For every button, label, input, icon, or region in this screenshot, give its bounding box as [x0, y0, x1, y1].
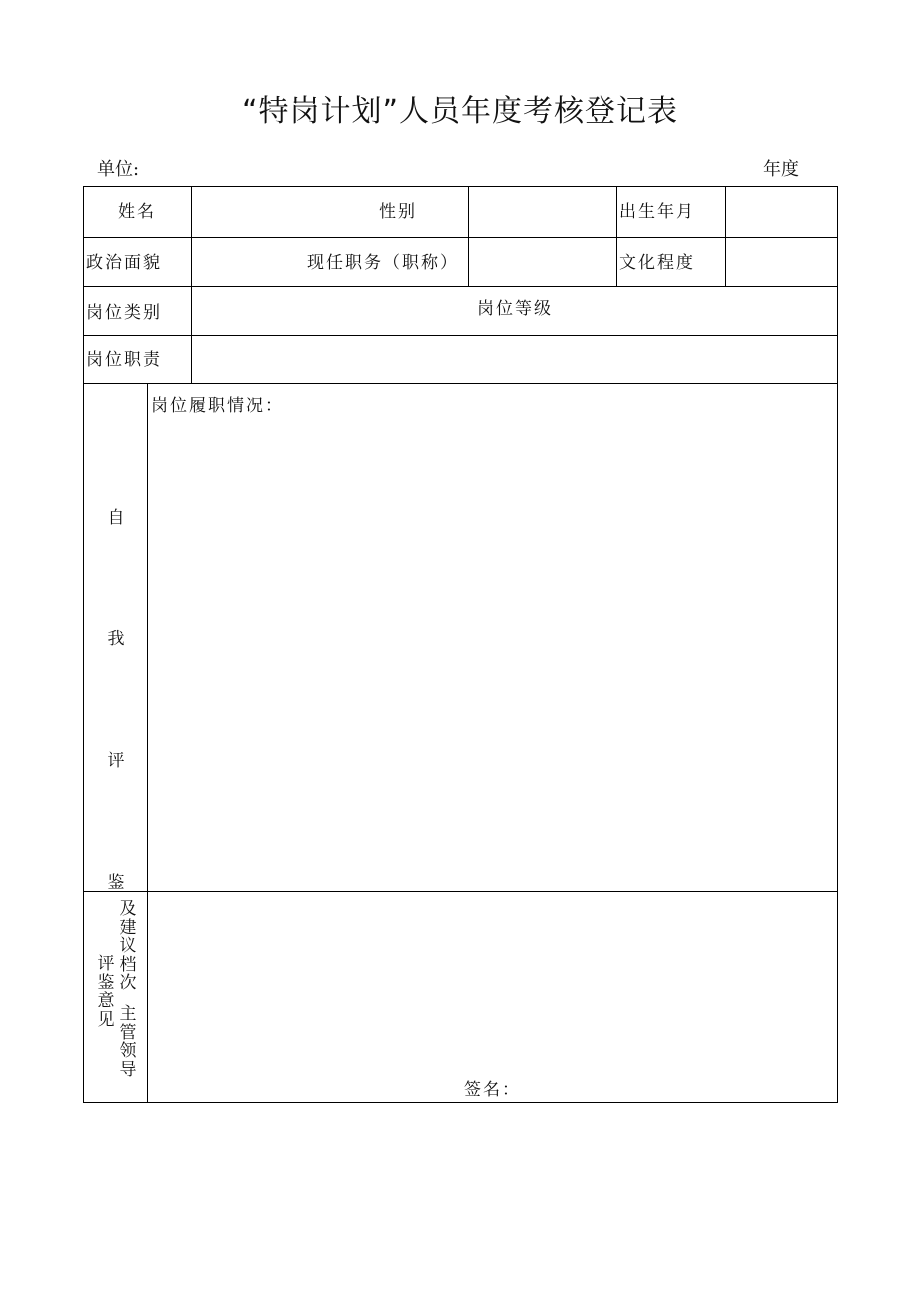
col-divider [468, 186, 469, 287]
row-divider [83, 891, 838, 892]
supervisor-col-2: 主管领导 [119, 1004, 137, 1080]
col-divider [147, 383, 148, 1103]
self-eval-char-3: 评 [107, 751, 125, 771]
unit-label: 单位: [97, 159, 140, 180]
supervisor-col-1: 及建议档次 [119, 899, 137, 994]
self-eval-char-2: 我 [107, 629, 125, 649]
year-label: 年度 [763, 159, 799, 180]
current-position-label: 现任职务（职称） [307, 253, 459, 273]
form-title: “特岗计划”人员年度考核登记表 [241, 94, 679, 129]
self-eval-char-1: 自 [107, 508, 125, 528]
post-type-label: 岗位类别 [86, 303, 162, 323]
post-level-label: 岗位等级 [477, 299, 553, 319]
signature-label: 签名： [464, 1080, 521, 1100]
education-label: 文化程度 [619, 253, 695, 273]
row-divider [83, 335, 838, 336]
birth-label: 出生年月 [619, 202, 695, 222]
duty-performance-label: 岗位履职情况： [151, 396, 284, 416]
political-status-label: 政治面貌 [86, 253, 162, 273]
col-divider [191, 186, 192, 384]
supervisor-col-3: 评鉴意见 [97, 954, 115, 1030]
table-border-left [83, 186, 84, 1103]
table-border-bottom [83, 1102, 838, 1103]
row-divider [83, 383, 838, 384]
table-border-right [837, 186, 838, 1103]
name-label: 姓名 [118, 202, 156, 222]
col-divider [725, 186, 726, 287]
gender-label: 性别 [379, 202, 417, 222]
post-duty-label: 岗位职责 [86, 350, 162, 370]
col-divider [616, 186, 617, 287]
self-eval-char-4: 鉴 [107, 873, 125, 893]
